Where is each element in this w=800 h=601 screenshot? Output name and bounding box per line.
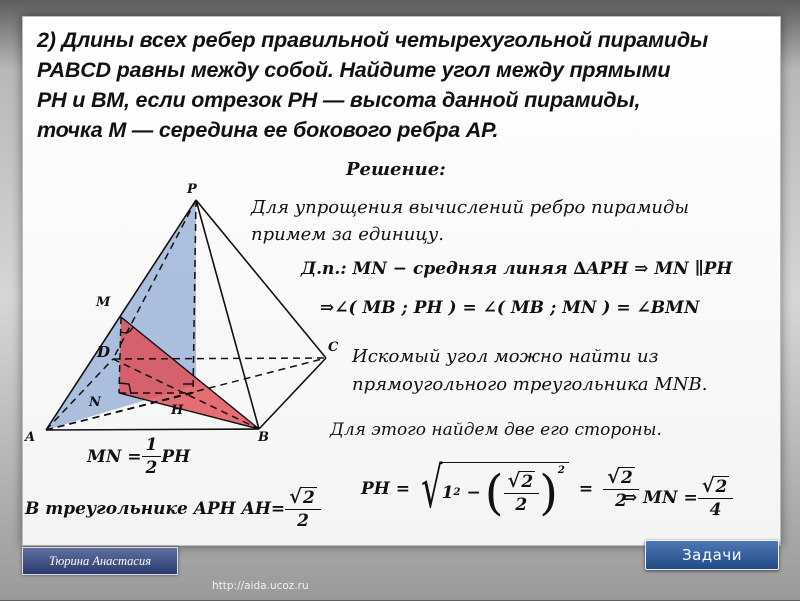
final-lhs: ⇒ MN = — [623, 488, 698, 508]
label-n: N — [89, 395, 101, 410]
ph-inner-radicand: 2 — [521, 471, 534, 492]
label-c: C — [328, 340, 339, 355]
label-d: D — [97, 343, 111, 361]
slide — [22, 16, 781, 546]
ph-minus: − — [466, 482, 481, 503]
ph-one: 1 — [441, 482, 454, 503]
step1-line1: Для упрощения вычислений ребро пирамиды — [251, 197, 690, 218]
right-paren-icon: ) — [539, 464, 558, 521]
tasks-button[interactable]: Задачи — [645, 540, 779, 570]
mn-lhs: MN = — [87, 446, 142, 467]
site-url: http://aida.ucoz.ru — [212, 580, 309, 592]
formula-mn-final — [623, 476, 733, 520]
ph-lhs: PH = — [361, 479, 411, 499]
step2-line2: прямоугольного треугольника MNB. — [352, 374, 708, 395]
dp-mn: MN — [654, 259, 689, 279]
fraction-ph-inner — [506, 468, 538, 515]
dp-implies: ⇒ — [634, 259, 649, 279]
problem-line: PABCD равны между собой. Найдите угол между прямыми — [37, 58, 671, 82]
ph-inner-denominator: 2 — [504, 493, 540, 515]
formula-mn-half-ph — [87, 435, 190, 478]
step1-line2: примем за единицу. — [251, 224, 445, 245]
fraction-numerator: 1 — [145, 435, 158, 455]
dp-ph: PH — [703, 259, 733, 279]
fraction-denominator: 2 — [142, 456, 162, 478]
fraction-one-half — [144, 435, 160, 478]
dp-minus: − — [392, 259, 408, 279]
ah-denominator: 2 — [285, 509, 321, 531]
sqrt-icon: √ 2 — [507, 468, 534, 492]
big-sqrt-icon: √ — [421, 456, 443, 521]
triangle-icon: ∆ — [573, 259, 587, 279]
dp-label: Д.п.: MN — [301, 259, 387, 279]
ph-one-exp: 2 — [453, 487, 461, 498]
additional-construction — [301, 259, 733, 279]
sqrt-icon: √ 2 — [607, 465, 633, 488]
dp-middle-line: средняя линяя — [412, 259, 568, 279]
label-b: B — [258, 430, 269, 445]
problem-line: 2) Длины всех ребер правильной четырехугольной пирамиды — [37, 28, 709, 52]
final-denominator: 4 — [698, 498, 734, 520]
solution-heading: Решение: — [346, 159, 446, 180]
parallel-icon: ∥ — [694, 259, 704, 279]
fraction-mn-final — [700, 476, 732, 520]
mn-rhs: PH — [161, 446, 191, 467]
fraction-ah — [287, 487, 319, 531]
edge-bc — [259, 358, 326, 429]
problem-line: PH и BM, если отрезок PH — высота данной пирамиды, — [37, 88, 641, 112]
left-paren-icon: ( — [484, 464, 504, 521]
step3: Для этого найдем две его стороны. — [330, 420, 662, 440]
ph-result-radicand: 2 — [620, 468, 633, 488]
sqrt-icon: √ 2 — [289, 485, 315, 508]
edge-ab — [46, 429, 259, 430]
label-a: A — [25, 430, 36, 445]
ph-outer-exp: 2 — [557, 464, 565, 476]
step2-line1: Искомый угол можно найти из — [352, 346, 659, 367]
label-m: M — [96, 295, 111, 310]
dp-triangle-name: APH — [586, 259, 629, 279]
author-label: Тюрина Анастасия — [22, 547, 178, 575]
ph-equals: = — [578, 479, 594, 499]
ah-text: В треугольнике APH AH= — [25, 499, 286, 519]
ah-radicand: 2 — [303, 488, 315, 508]
problem-line: точка M — середина ее бокового ребра AP. — [37, 118, 499, 142]
formula-ah — [25, 487, 321, 531]
formula-ph — [361, 456, 639, 521]
final-radicand: 2 — [715, 477, 728, 497]
angle-equality: ⇒∠( MB ; PH ) = ∠( MB ; MN ) = ∠BMN — [320, 298, 700, 318]
sqrt-icon: √ 2 — [701, 474, 728, 497]
ph-result-denominator: 2 — [603, 489, 639, 511]
label-p: P — [187, 182, 197, 197]
label-h: H — [171, 403, 184, 418]
ph-radicand — [440, 462, 569, 521]
